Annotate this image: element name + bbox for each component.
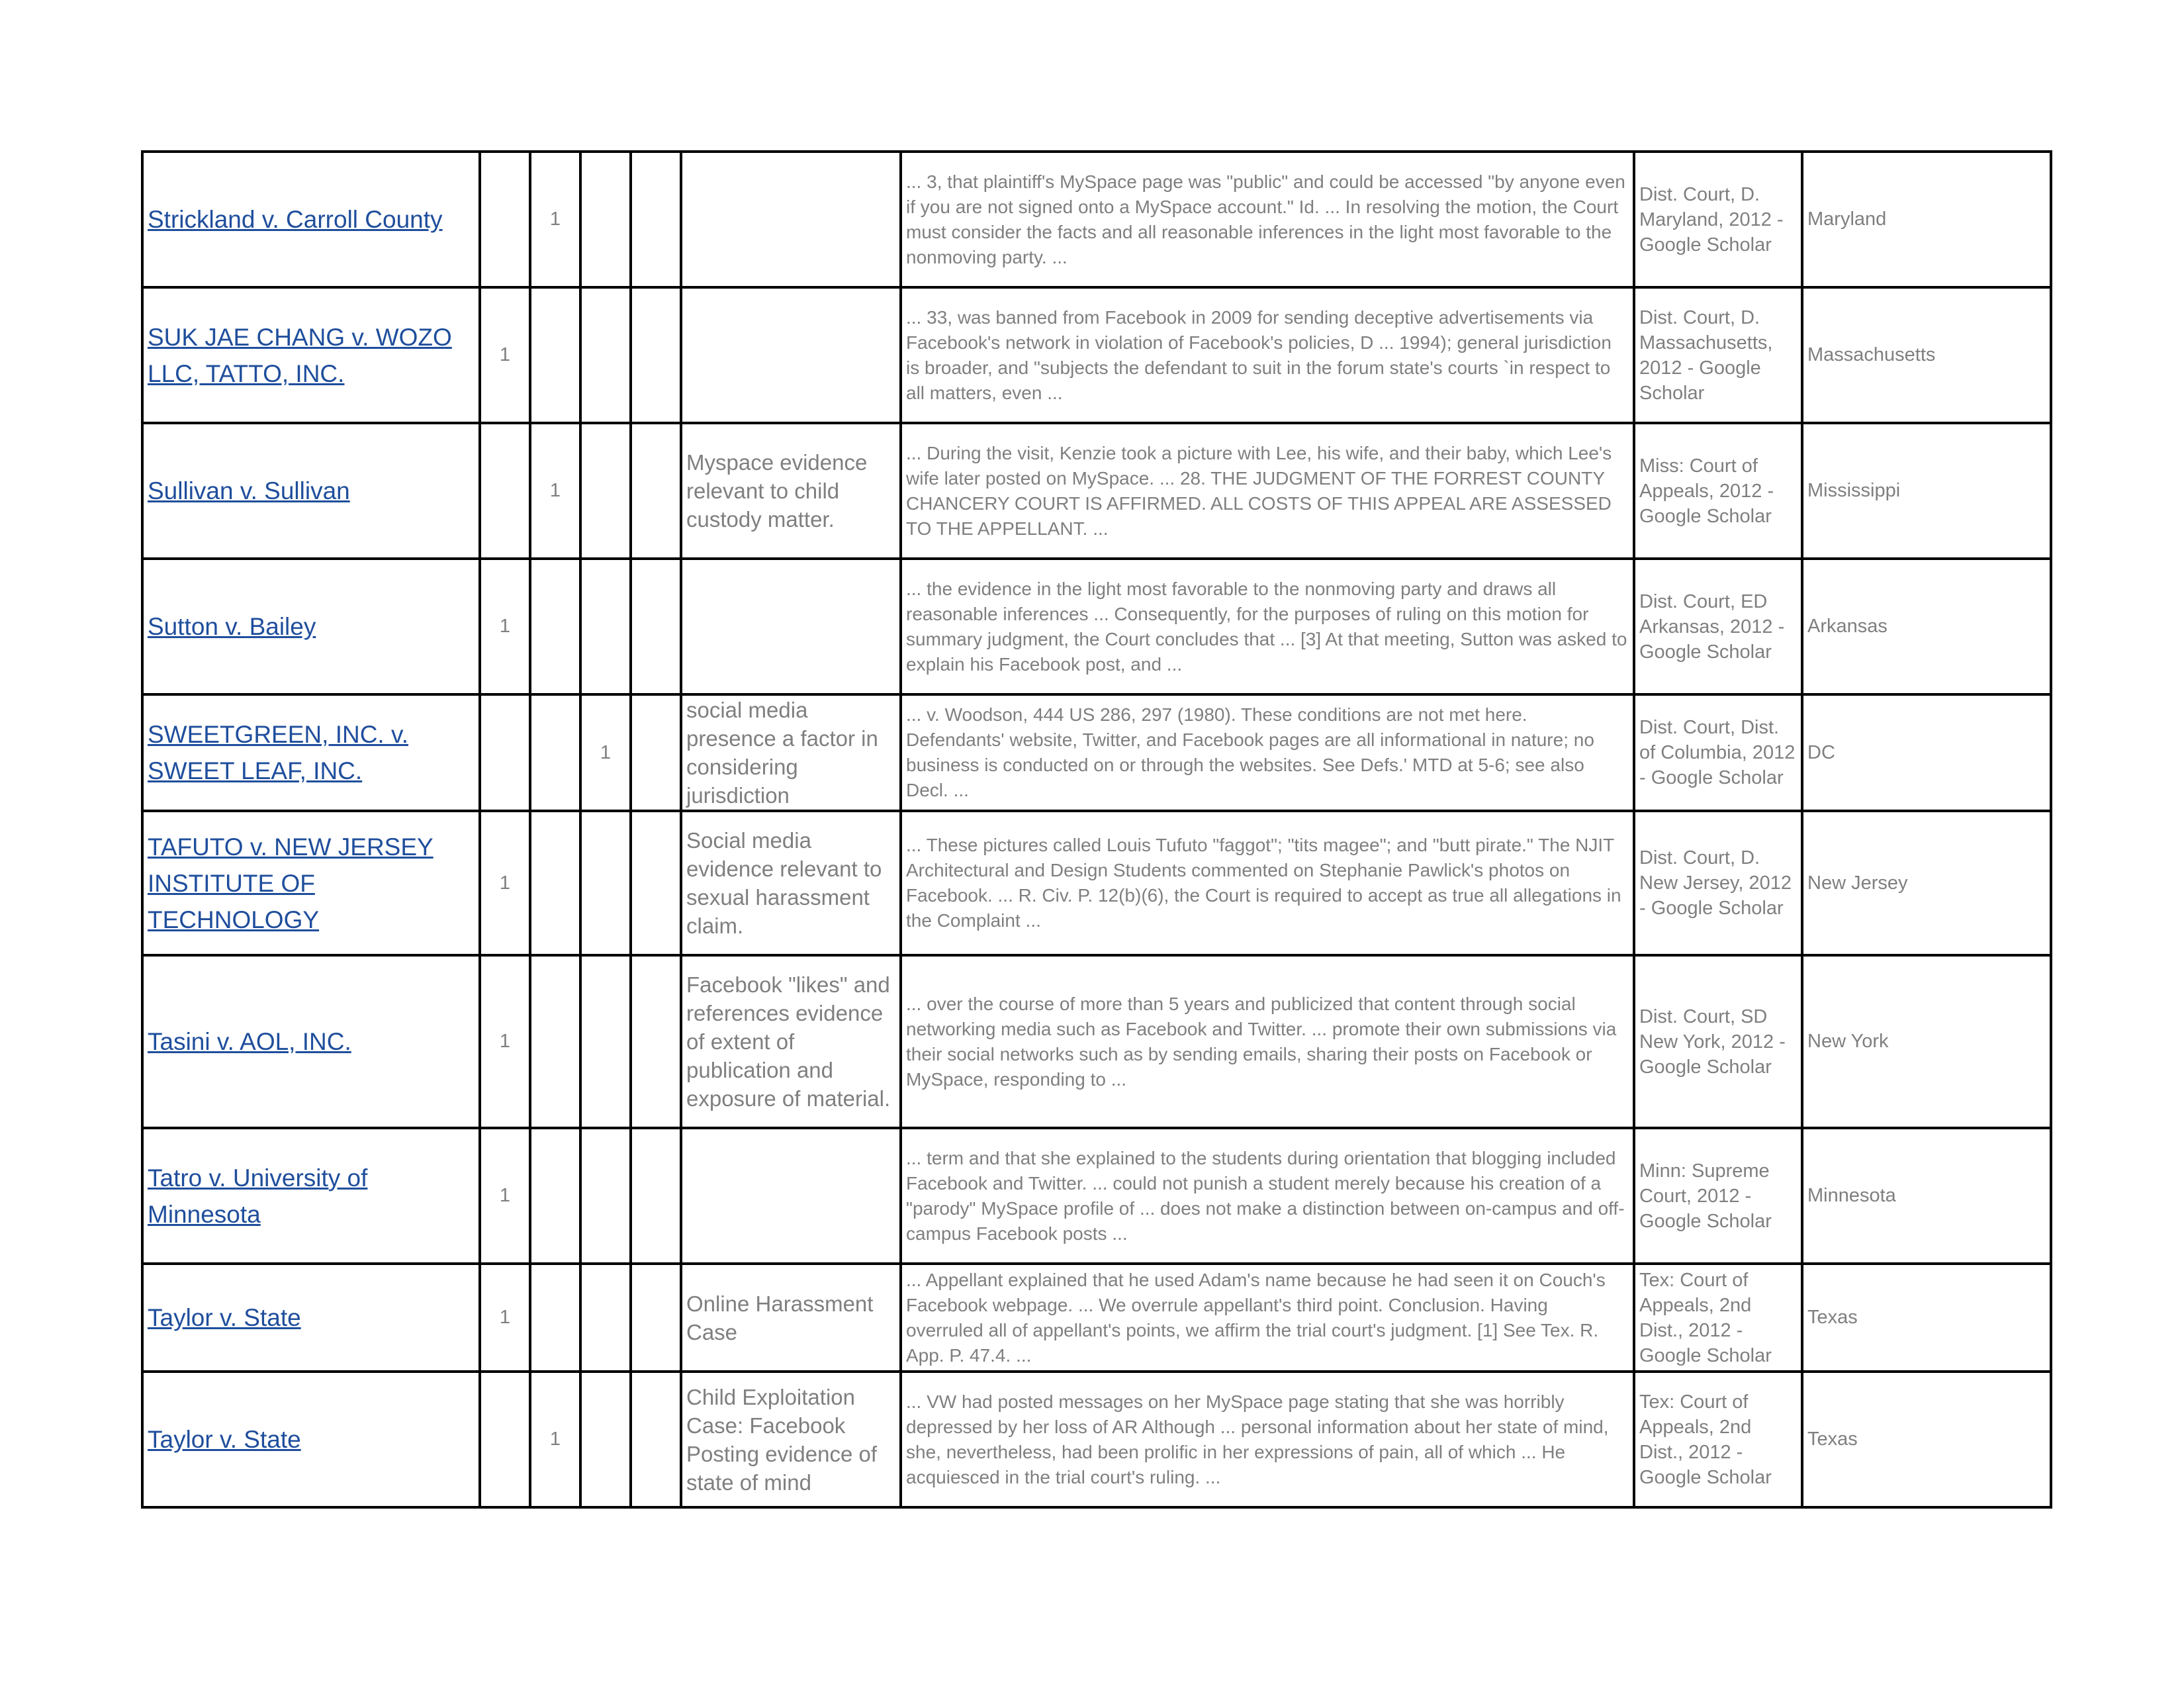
case-link[interactable]: Sullivan v. Sullivan	[148, 477, 350, 504]
flag-cell-2: 1	[530, 423, 580, 559]
flag-cell-4	[631, 423, 681, 559]
snippet-cell: ... 33, was banned from Facebook in 2009 for sending deceptive advertisements via Facebook's network in violation of Facebook's policies, D ... 1994); general jurisdiction is broader, and "subjects the defendant to suit in the forum state's courts `in respect to all matters, even ...	[901, 287, 1634, 423]
case-name-cell	[142, 694, 480, 811]
case-name-cell	[142, 811, 480, 955]
table-row	[142, 955, 2051, 1128]
flag-cell-3	[580, 955, 631, 1128]
note-cell	[681, 1128, 901, 1264]
table-row	[142, 287, 2051, 423]
case-name-cell	[142, 1372, 480, 1507]
snippet-cell: ... During the visit, Kenzie took a picture with Lee, his wife, and their baby, which Lee's wife later posted on MySpace. ... 28. THE JUDGMENT OF THE FORREST COUNTY CHANCERY COURT IS AFFIRMED. ALL COSTS OF THIS APPEAL ARE ASSESSED TO THE APPELLANT. ...	[901, 423, 1634, 559]
flag-cell-2	[530, 811, 580, 955]
court-cell: Dist. Court, ED Arkansas, 2012 - Google Scholar	[1634, 559, 1802, 694]
case-name-cell	[142, 955, 480, 1128]
flag-cell-4	[631, 1128, 681, 1264]
flag-cell-4	[631, 1372, 681, 1507]
note-cell: Online Harassment Case	[681, 1264, 901, 1372]
note-cell: Social media evidence relevant to sexual harassment claim.	[681, 811, 901, 955]
flag-cell-1	[480, 423, 530, 559]
court-cell: Dist. Court, D. Maryland, 2012 - Google Scholar	[1634, 152, 1802, 287]
flag-cell-1: 1	[480, 1264, 530, 1372]
flag-cell-3	[580, 1264, 631, 1372]
snippet-cell: ... the evidence in the light most favorable to the nonmoving party and draws all reasonable inferences ... Consequently, for the purposes of ruling on this motion for summary judgment, the Court concludes that ... [3] At that meeting, Sutton was asked to explain his Facebook post, and ...	[901, 559, 1634, 694]
flag-cell-4	[631, 811, 681, 955]
case-link[interactable]: Taylor v. State	[148, 1304, 301, 1331]
case-link[interactable]: Taylor v. State	[148, 1426, 301, 1453]
court-cell: Miss: Court of Appeals, 2012 - Google Scholar	[1634, 423, 1802, 559]
table-row	[142, 1128, 2051, 1264]
case-name-cell	[142, 287, 480, 423]
table-row	[142, 811, 2051, 955]
table-row	[142, 1372, 2051, 1507]
flag-cell-3	[580, 811, 631, 955]
flag-cell-3	[580, 423, 631, 559]
note-cell: Facebook "likes" and references evidence of extent of publication and exposure of material.	[681, 955, 901, 1128]
flag-cell-1: 1	[480, 1128, 530, 1264]
case-link[interactable]: SWEETGREEN, INC. v. SWEET LEAF, INC.	[148, 721, 409, 784]
table-row	[142, 694, 2051, 811]
case-table	[141, 150, 2052, 1509]
flag-cell-3	[580, 287, 631, 423]
court-cell: Dist. Court, Dist. of Columbia, 2012 - Google Scholar	[1634, 694, 1802, 811]
table-row	[142, 423, 2051, 559]
flag-cell-4	[631, 694, 681, 811]
flag-cell-3	[580, 1372, 631, 1507]
court-cell: Tex: Court of Appeals, 2nd Dist., 2012 - Google Scholar	[1634, 1372, 1802, 1507]
case-link[interactable]: TAFUTO v. NEW JERSEY INSTITUTE OF TECHNOLOGY	[148, 833, 433, 933]
flag-cell-1: 1	[480, 955, 530, 1128]
case-link[interactable]: Sutton v. Bailey	[148, 613, 316, 640]
state-cell: Maryland	[1802, 152, 2051, 287]
table-row	[142, 1264, 2051, 1372]
flag-cell-1: 1	[480, 811, 530, 955]
note-cell	[681, 287, 901, 423]
flag-cell-2	[530, 287, 580, 423]
state-cell: Massachusetts	[1802, 287, 2051, 423]
flag-cell-3	[580, 152, 631, 287]
flag-cell-2	[530, 559, 580, 694]
snippet-cell: ... VW had posted messages on her MySpace page stating that she was horribly depressed by her loss of AR Although ... personal information about her state of mind, she, nevertheless, had been prolific in her expressions of pain, all of which ... He acquiesced in the trial court's ruling. ...	[901, 1372, 1634, 1507]
note-cell: Myspace evidence relevant to child custody matter.	[681, 423, 901, 559]
court-cell: Dist. Court, D. Massachusetts, 2012 - Google Scholar	[1634, 287, 1802, 423]
flag-cell-1	[480, 694, 530, 811]
flag-cell-3	[580, 559, 631, 694]
flag-cell-4	[631, 152, 681, 287]
flag-cell-2: 1	[530, 1372, 580, 1507]
case-link[interactable]: Tatro v. University of Minnesota	[148, 1164, 368, 1228]
flag-cell-2	[530, 955, 580, 1128]
snippet-cell: ... v. Woodson, 444 US 286, 297 (1980). These conditions are not met here. Defendants' website, Twitter, and Facebook pages are all informational in nature; no business is conducted on or through the websites. See Defs.' MTD at 5-6; see also Decl. ...	[901, 694, 1634, 811]
state-cell: Arkansas	[1802, 559, 2051, 694]
flag-cell-1: 1	[480, 287, 530, 423]
case-name-cell	[142, 1128, 480, 1264]
flag-cell-3	[580, 1128, 631, 1264]
court-cell: Minn: Supreme Court, 2012 - Google Scholar	[1634, 1128, 1802, 1264]
state-cell: Texas	[1802, 1372, 2051, 1507]
snippet-cell: ... over the course of more than 5 years and publicized that content through social networking media such as Facebook and Twitter. ... promote their own submissions via their social networks such as by sending emails, sharing their posts on Facebook or MySpace, responding to ...	[901, 955, 1634, 1128]
flag-cell-4	[631, 955, 681, 1128]
table-row	[142, 559, 2051, 694]
snippet-cell: ... Appellant explained that he used Adam's name because he had seen it on Couch's Facebook webpage. ... We overrule appellant's third point. Conclusion. Having overruled all of appellant's points, we affirm the trial court's judgment. [1] See Tex. R. App. P. 47.4. ...	[901, 1264, 1634, 1372]
flag-cell-2	[530, 1128, 580, 1264]
flag-cell-3: 1	[580, 694, 631, 811]
snippet-cell: ... 3, that plaintiff's MySpace page was "public" and could be accessed "by anyone even if you are not signed onto a MySpace account." Id. ... In resolving the motion, the Court must consider the facts and all reasonable inferences in the light most favorable to the nonmoving party. ...	[901, 152, 1634, 287]
flag-cell-4	[631, 1264, 681, 1372]
case-name-cell	[142, 559, 480, 694]
flag-cell-2	[530, 694, 580, 811]
flag-cell-1: 1	[480, 559, 530, 694]
court-cell: Dist. Court, D. New Jersey, 2012 - Google Scholar	[1634, 811, 1802, 955]
case-link[interactable]: Tasini v. AOL, INC.	[148, 1028, 351, 1055]
note-cell	[681, 152, 901, 287]
flag-cell-2: 1	[530, 152, 580, 287]
note-cell: social media presence a factor in considering jurisdiction	[681, 694, 901, 811]
flag-cell-4	[631, 287, 681, 423]
flag-cell-1	[480, 1372, 530, 1507]
case-name-cell	[142, 152, 480, 287]
table-row	[142, 152, 2051, 287]
flag-cell-1	[480, 152, 530, 287]
flag-cell-4	[631, 559, 681, 694]
court-cell: Tex: Court of Appeals, 2nd Dist., 2012 - Google Scholar	[1634, 1264, 1802, 1372]
state-cell: Minnesota	[1802, 1128, 2051, 1264]
state-cell: New Jersey	[1802, 811, 2051, 955]
state-cell: Texas	[1802, 1264, 2051, 1372]
state-cell: Mississippi	[1802, 423, 2051, 559]
case-name-cell	[142, 1264, 480, 1372]
note-cell: Child Exploitation Case: Facebook Posting evidence of state of mind	[681, 1372, 901, 1507]
state-cell: DC	[1802, 694, 2051, 811]
case-link[interactable]: Strickland v. Carroll County	[148, 206, 443, 233]
flag-cell-2	[530, 1264, 580, 1372]
snippet-cell: ... term and that she explained to the students during orientation that blogging included Facebook and Twitter. ... could not punish a student merely because his creation of a "parody" MySpace profile of ... does not make a distinction between on-campus and off-campus Facebook posts ...	[901, 1128, 1634, 1264]
case-name-cell	[142, 423, 480, 559]
court-cell: Dist. Court, SD New York, 2012 - Google Scholar	[1634, 955, 1802, 1128]
state-cell: New York	[1802, 955, 2051, 1128]
case-link[interactable]: SUK JAE CHANG v. WOZO LLC, TATTO, INC.	[148, 323, 452, 387]
note-cell	[681, 559, 901, 694]
snippet-cell: ... These pictures called Louis Tufuto "faggot"; "tits magee"; and "butt pirate." The NJIT Architectural and Design Students commented on Stephanie Pawlick's photos on Facebook. ... R. Civ. P. 12(b)(6), the Court is required to accept as true all allegations in the Complaint ...	[901, 811, 1634, 955]
